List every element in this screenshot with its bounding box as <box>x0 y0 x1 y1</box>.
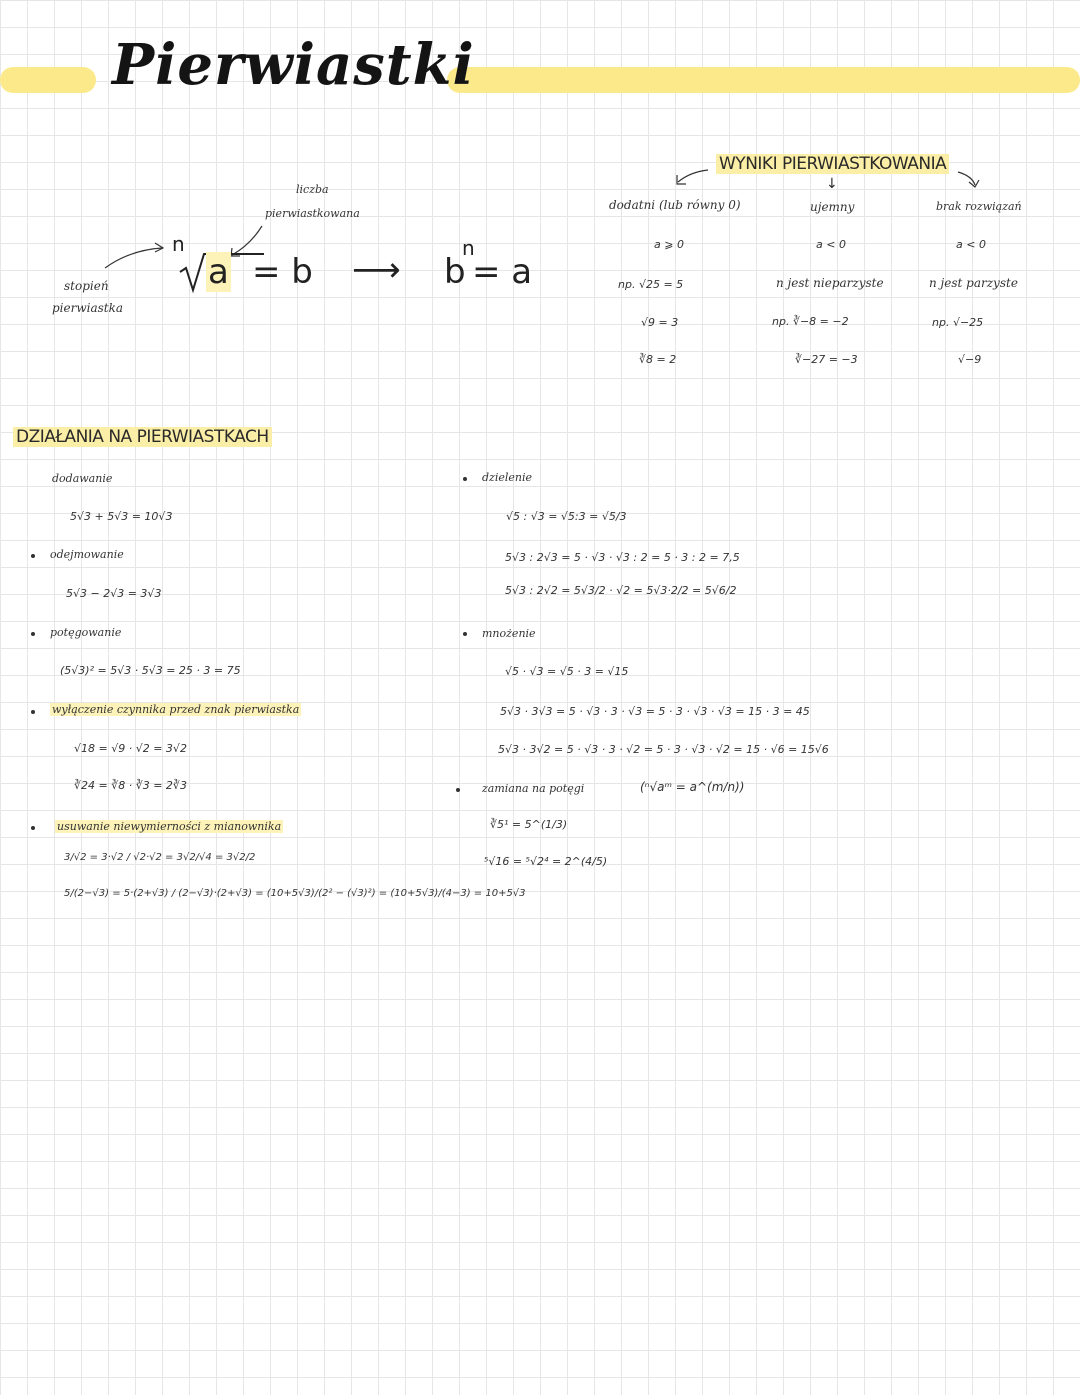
power-result-text: = a <box>472 252 533 292</box>
rationalize-formula2: 5/(2−√3) = 5·(2+√3) / (2−√3)·(2+√3) = (10+5√3)/(2² − (√3)²) = (10+5√3)/(4−3) = 10+5√3 <box>64 888 526 899</box>
operations-heading-text: DZIAŁANIA NA PIERWIASTKACH <box>13 427 272 447</box>
factor-out-label-text: wyłączenie czynnika przed znak pierwiastka <box>52 703 300 716</box>
diagram-arrows <box>0 0 1080 400</box>
division-formula3: 5√3 : 2√2 = 5√3/2 · √2 = 5√3·2/2 = 5√6/2 <box>505 584 737 597</box>
results-col1-example2: √9 = 3 <box>641 316 679 329</box>
bullet <box>463 632 467 636</box>
implication-arrow: ⟶ <box>352 250 401 290</box>
multiplication-formula1: √5 · √3 = √5 · 3 = √15 <box>505 665 629 678</box>
division-formula2: 5√3 : 2√3 = 5 · √3 · √3 : 2 = 5 · 3 : 2 = 7,5 <box>505 551 740 564</box>
results-col3-note: n jest parzyste <box>929 276 1018 290</box>
results-col2-note: n jest nieparzyste <box>776 276 884 290</box>
factor-out-label <box>50 703 301 716</box>
subtraction-formula: 5√3 − 2√3 = 3√3 <box>66 587 162 600</box>
label-radicand-line2: pierwiastkowana <box>265 207 360 220</box>
results-col3-heading: brak rozwiązań <box>936 200 1022 213</box>
label-degree-line1: stopień <box>64 279 109 293</box>
rationalize-formula1: 3/√2 = 3·√2 / √2·√2 = 3√2/√4 = 3√2/2 <box>64 852 256 863</box>
addition-formula: 5√3 + 5√3 = 10√3 <box>70 510 173 523</box>
bullet <box>31 554 35 558</box>
results-col2-example2: ∛−27 = −3 <box>795 353 858 366</box>
rationalize-label-text: usuwanie niewymierności z mianownika <box>57 820 282 833</box>
conversion-formula2: ⁵√16 = ⁵√2⁴ = 2^(4/5) <box>484 855 608 868</box>
page-title: Pierwiastki <box>112 32 475 98</box>
power-exponent: n <box>462 236 475 260</box>
bullet <box>31 826 35 830</box>
addition-label: dodawanie <box>52 472 113 485</box>
power-base: b <box>444 252 466 292</box>
results-right-arrow <box>958 172 975 185</box>
results-heading-text: WYNIKI PIERWIASTKOWANIA <box>716 154 949 174</box>
bullet <box>463 477 467 481</box>
multiplication-label: mnożenie <box>482 627 536 640</box>
rationalize-label <box>55 820 283 833</box>
results-col2-condition: a < 0 <box>816 238 846 251</box>
multiplication-formula2: 5√3 · 3√3 = 5 · √3 · 3 · √3 = 5 · 3 · √3 · √3 = 15 · 3 = 45 <box>500 705 810 718</box>
results-col1-condition: a ⩾ 0 <box>654 238 684 251</box>
division-label: dzielenie <box>482 471 533 484</box>
bullet <box>456 788 460 792</box>
degree-arrow-head <box>155 243 163 252</box>
label-degree-line2: pierwiastka <box>52 301 124 315</box>
radicand <box>206 252 231 292</box>
factor-out-formula1: √18 = √9 · √2 = 3√2 <box>74 742 187 755</box>
label-radicand-line1: liczba <box>296 183 329 196</box>
results-heading <box>716 154 949 174</box>
factor-out-formula2: ∛24 = ∛8 · ∛3 = 2∛3 <box>74 779 187 792</box>
results-col3-example1: np. √−25 <box>932 316 984 329</box>
results-down-arrow: ↓ <box>826 176 838 192</box>
results-col3-example2: √−9 <box>958 353 982 366</box>
power-result <box>472 252 532 292</box>
bullet <box>31 632 35 636</box>
conversion-formula1: ∛5¹ = 5^(1/3) <box>490 818 568 831</box>
bullet <box>31 710 35 714</box>
results-col2-heading: ujemny <box>810 200 855 214</box>
root-index: n <box>172 232 185 256</box>
conversion-label: zamiana na potęgi <box>482 782 585 795</box>
power-formula: (5√3)² = 5√3 · 5√3 = 25 · 3 = 75 <box>60 664 241 677</box>
conversion-rule: (ⁿ√aᵐ = a^(m/n)) <box>640 780 745 794</box>
division-formula1: √5 : √3 = √5:3 = √5/3 <box>506 510 627 523</box>
root-result: = b <box>252 252 313 292</box>
radicand-arrow <box>232 226 262 255</box>
subtraction-label: odejmowanie <box>50 548 124 561</box>
results-col3-condition: a < 0 <box>956 238 986 251</box>
operations-heading <box>13 427 272 447</box>
power-label: potęgowanie <box>50 626 122 639</box>
multiplication-formula3: 5√3 · 3√2 = 5 · √3 · 3 · √2 = 5 · 3 · √3 · √2 = 15 · √6 = 15√6 <box>498 743 829 756</box>
results-col2-example1: np. ∛−8 = −2 <box>772 315 849 328</box>
results-col1-example1: np. √25 = 5 <box>618 278 684 291</box>
results-left-arrow <box>678 170 708 182</box>
radicand-letter: a <box>208 252 229 292</box>
degree-arrow <box>105 248 162 268</box>
results-col1-example3: ∛8 = 2 <box>639 353 677 366</box>
results-col1-heading: dodatni (lub równy 0) <box>609 198 741 212</box>
